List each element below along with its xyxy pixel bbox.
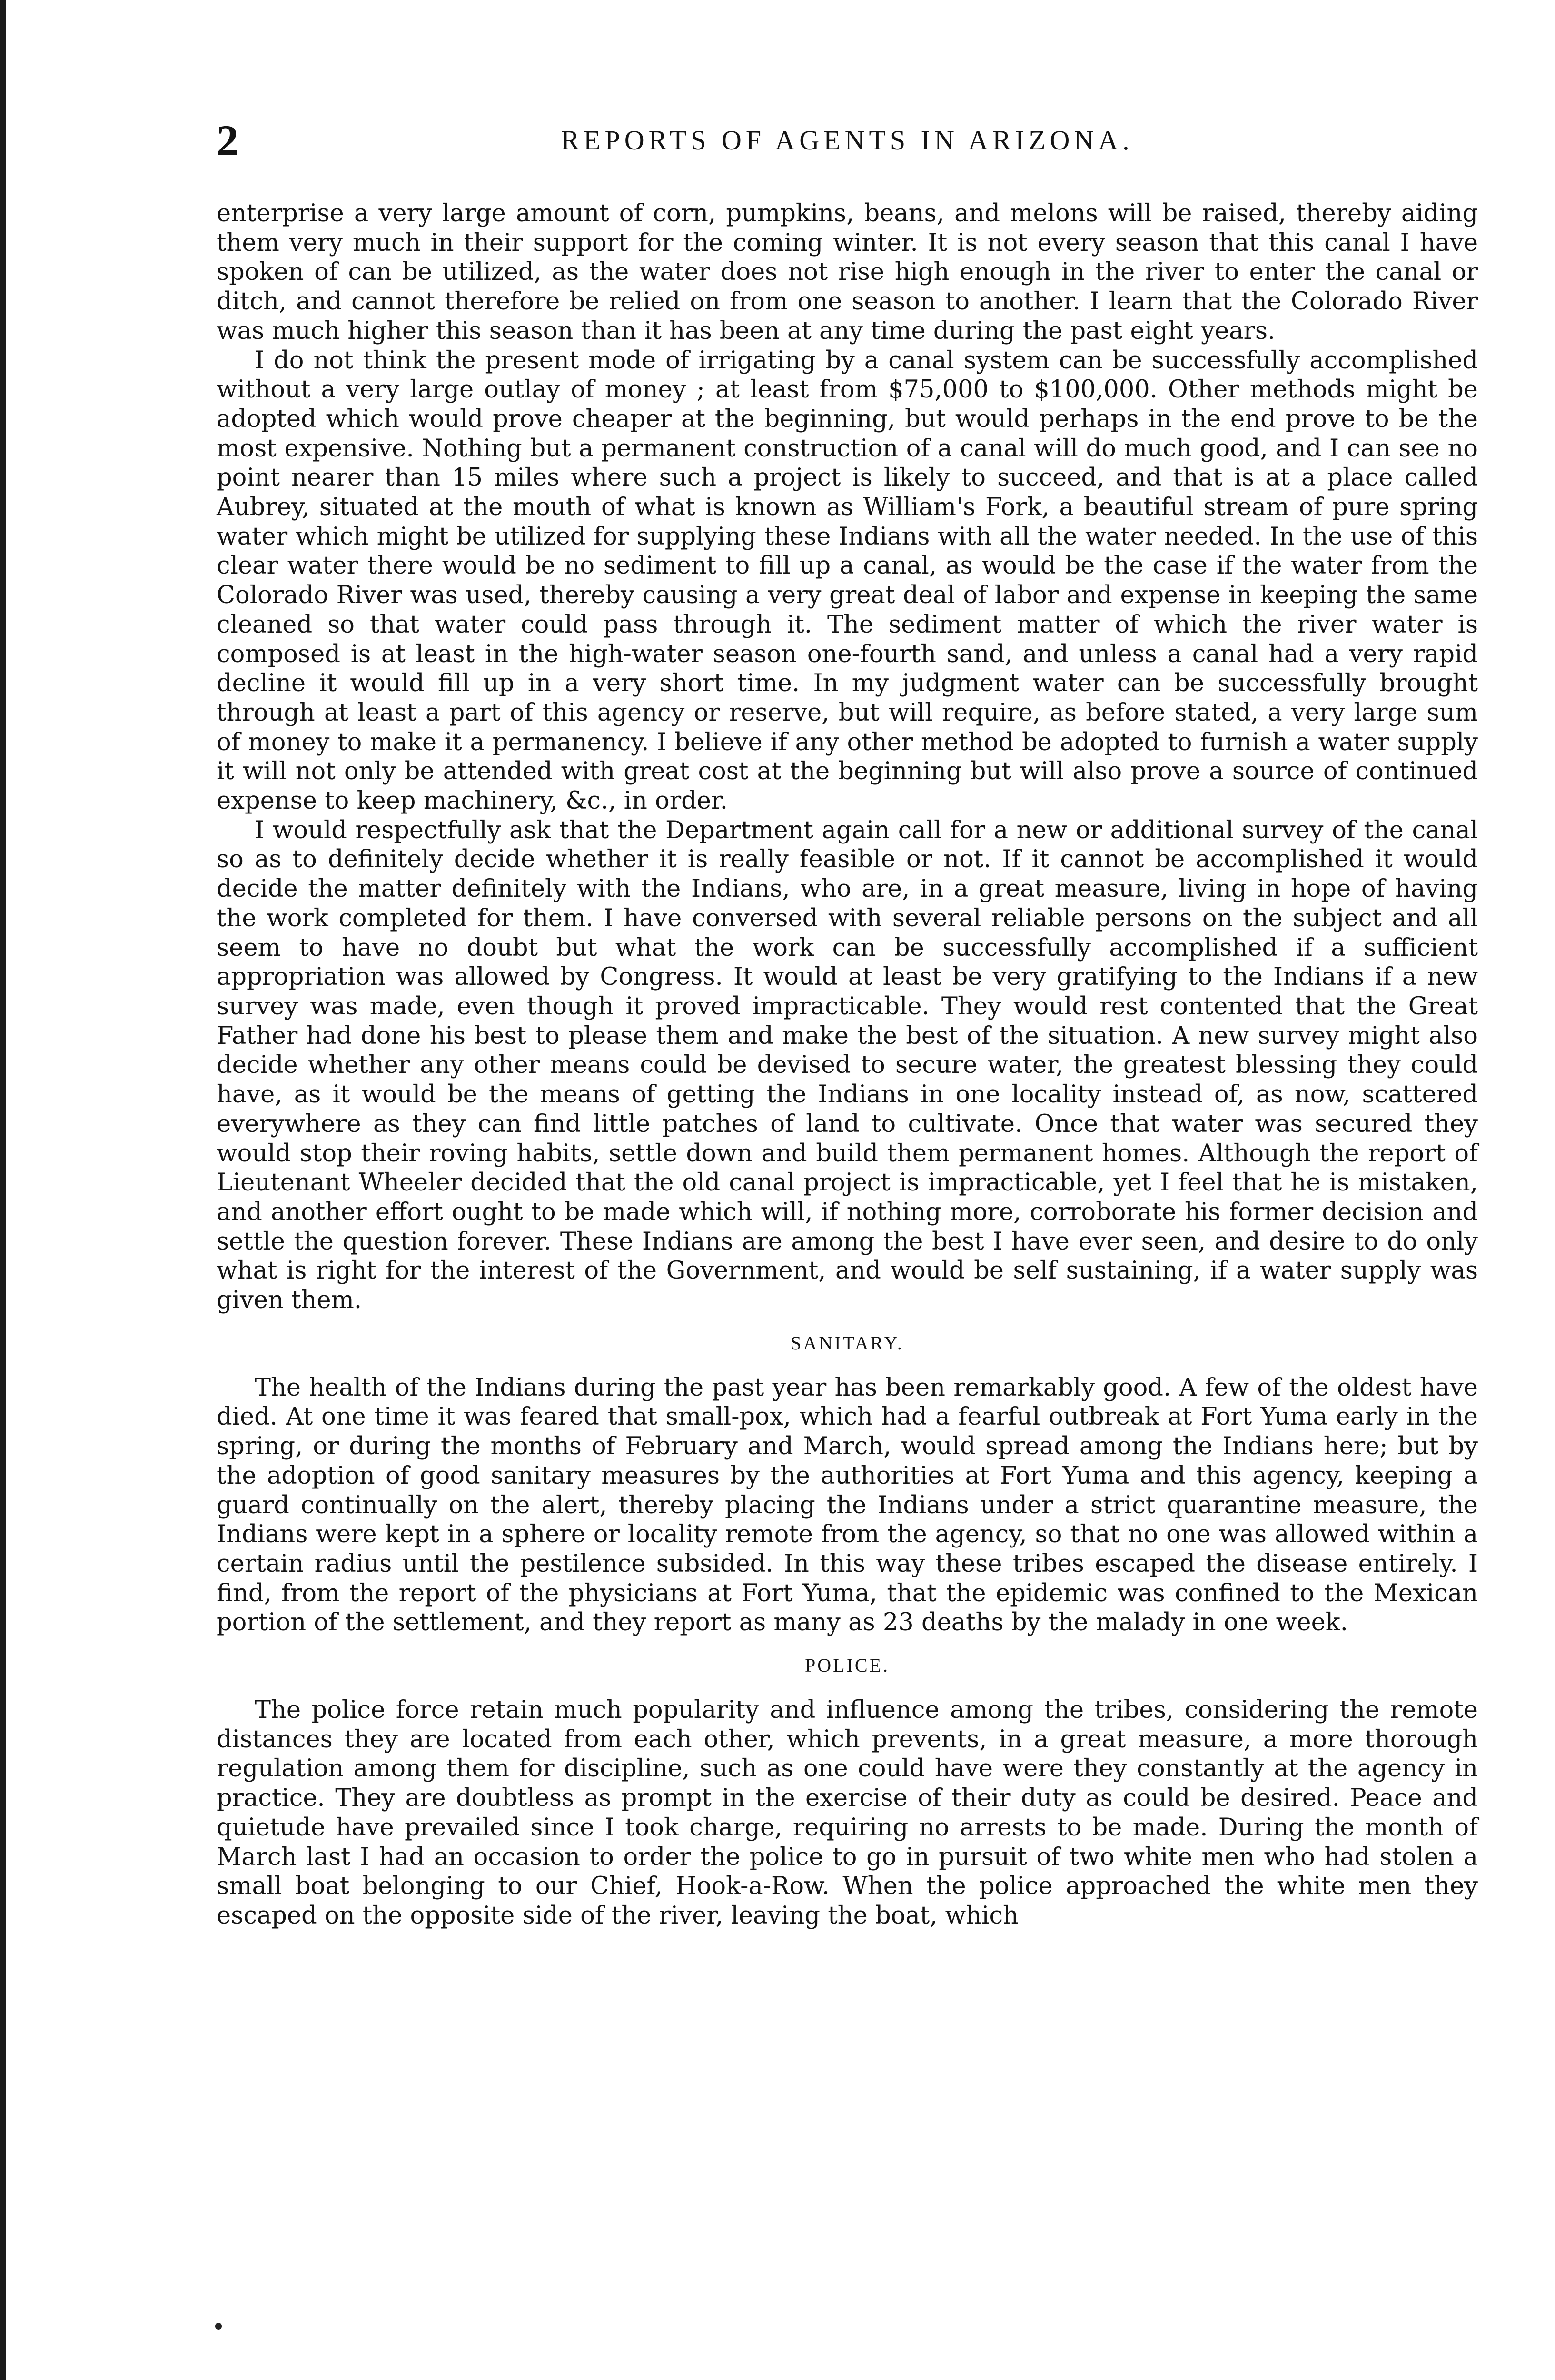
paragraph-survey: I would respectfully ask that the Department again call for a new or additional survey of the canal so as to definitely decide whether it is really feasible or not. If it cannot be accomplished it would decide the matter definitely with the Indians, who are, in a great measure, living in hope of having the work completed for them. I have conversed with several reliable persons on the subject and all seem to have no doubt but what the work can be successfully accomplished if a sufficient appropriation was allowed by Congress. It would at least be very gratifying to the Indians if a new survey was made, even though it proved impracticable. They would rest contented that the Great Father had done his best to please them and make the best of the situation. A new survey might also decide whether any other means could be devised to secure water, the greatest blessing they could have, as it would be the means of getting the Indians in one locality instead of, as now, scattered everywhere as they can find little patches of land to cultivate. Once that water was secured they would stop their roving habits, settle down and build them permanent homes. Although the report of Lieutenant Wheeler decided that the old canal project is impracticable, yet I feel that he is mistaken, and another effort ought to be made which will, if nothing more, corroborate his former decision and settle the question forever. These Indians are among the best I have ever seen, and desire to do only what is right for the interest of the Government, and would be self sustaining, if a water supply was given them. <box>217 816 1478 1315</box>
margin-mark <box>215 2323 222 2330</box>
page-body <box>217 199 1478 1931</box>
paragraph-continued: enterprise a very large amount of corn, pumpkins, beans, and melons will be raised, thereby aiding them very much in their support for the coming winter. It is not every season that this canal I have spoken of can be utilized, as the water does not rise high enough in the river to enter the canal or ditch, and cannot therefore be relied on from one season to another. I learn that the Colorado River was much higher this season than it has been at any time during the past eight years. <box>217 199 1478 345</box>
page-header <box>217 117 1478 164</box>
section-heading-sanitary: SANITARY. <box>791 1332 904 1354</box>
paragraph-irrigation: I do not think the present mode of irrigating by a canal system can be successfully accomplished without a very large outlay of money ; at least from $75,000 to $100,000. Other methods might be adopted which would prove cheaper at the beginning, but would perhaps in the end prove to be the most expensive. Nothing but a permanent construction of a canal will do much good, and I can see no point nearer than 15 miles where such a project is likely to succeed, and that is at a place called Aubrey, situated at the mouth of what is known as William's Fork, a beautiful stream of pure spring water which might be utilized for supplying these Indians with all the water needed. In the use of this clear water there would be no sediment to fill up a canal, as would be the case if the water from the Colorado River was used, thereby causing a very great deal of labor and expense in keeping the same cleaned so that water could pass through it. The sediment matter of which the river water is composed is at least in the high-water season one-fourth sand, and unless a canal had a very rapid decline it would fill up in a very short time. In my judgment water can be successfully brought through at least a part of this agency or reserve, but will require, as before stated, a very large sum of money to make it a permanency. I believe if any other method be adopted to furnish a water supply it will not only be attended with great cost at the beginning but will also prove a source of continued expense to keep machinery, &c., in order. <box>217 346 1478 815</box>
scan-left-edge <box>0 0 6 2380</box>
running-head: REPORTS OF AGENTS IN ARIZONA. <box>561 125 1134 156</box>
paragraph-police: The police force retain much popularity and influence among the tribes, considering the remote distances they are located from each other, which prevents, in a great measure, a more thorough regulation among them for discipline, such as one could have were they constantly at the agency in practice. They are doubtless as prompt in the exercise of their duty as could be desired. Peace and quietude have prevailed since I took charge, requiring no arrests to be made. During the month of March last I had an occasion to order the police to go in pursuit of two white men who had stolen a small boat belonging to our Chief, Hook-a-Row. When the police approached the white men they escaped on the opposite side of the river, leaving the boat, which <box>217 1696 1478 1930</box>
section-heading-police: POLICE. <box>805 1655 890 1676</box>
page-number: 2 <box>217 116 238 165</box>
paragraph-sanitary: The health of the Indians during the past year has been remarkably good. A few of the oldest have died. At one time it was feared that small-pox, which had a fearful outbreak at Fort Yuma early in the spring, or during the months of February and March, would spread among the Indians here; but by the adoption of good sanitary measures by the authorities at Fort Yuma and this agency, keeping a guard continually on the alert, thereby placing the Indians under a strict quarantine measure, the Indians were kept in a sphere or locality remote from the agency, so that no one was allowed within a certain radius until the pestilence subsided. In this way these tribes escaped the disease entirely. I find, from the report of the physicians at Fort Yuma, that the epidemic was confined to the Mexican portion of the settlement, and they report as many as 23 deaths by the malady in one week. <box>217 1373 1478 1637</box>
